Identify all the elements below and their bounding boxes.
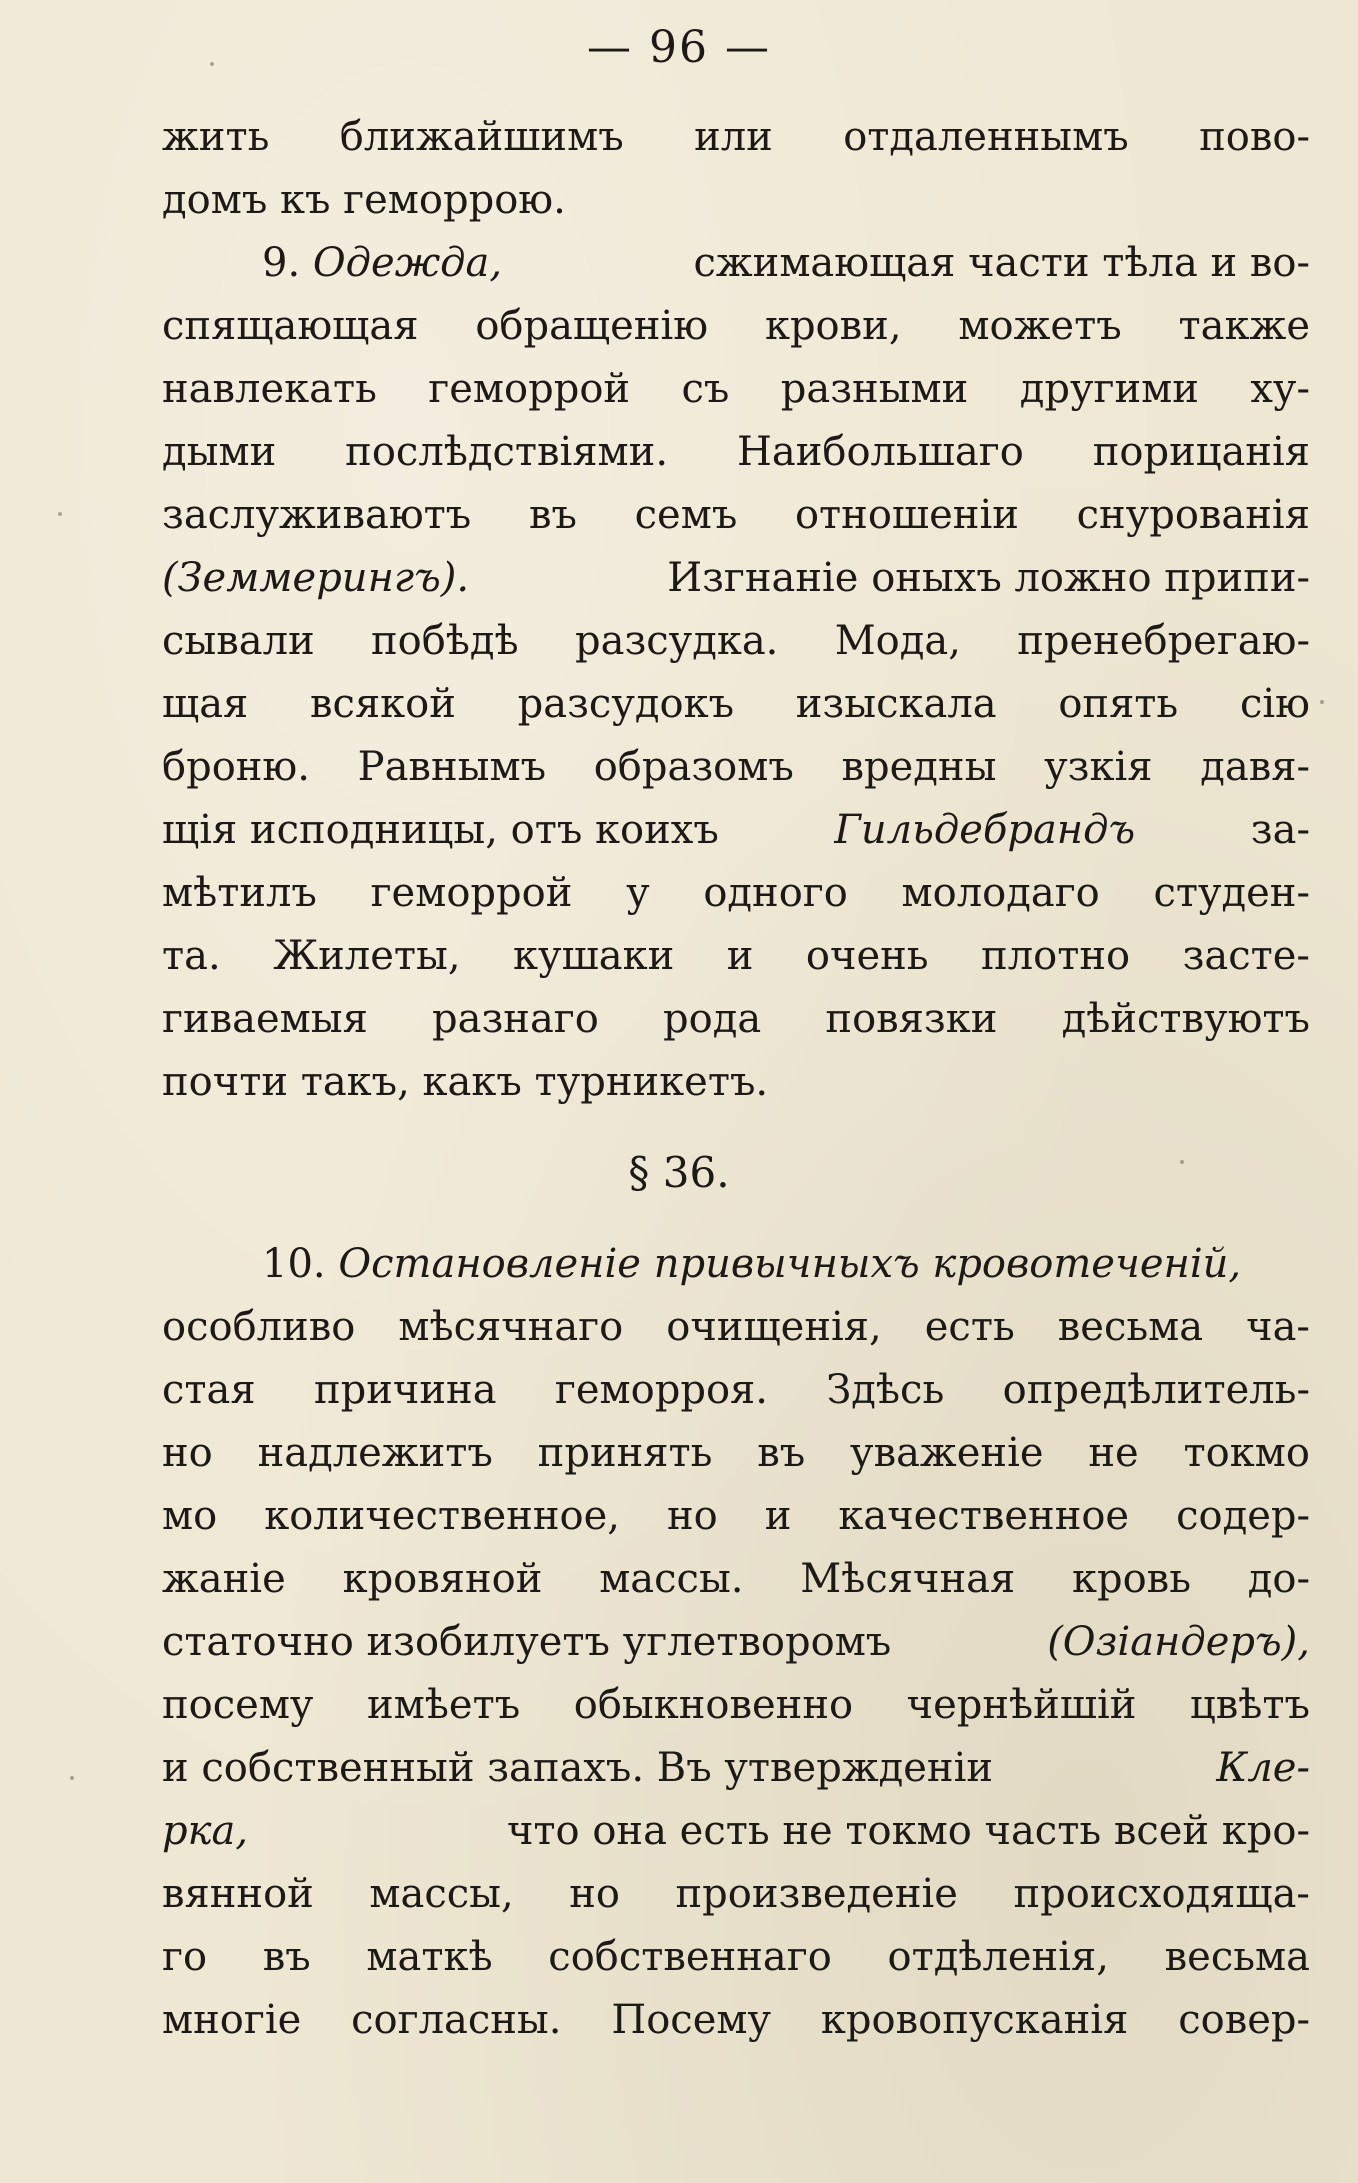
text-line bbox=[162, 1548, 1310, 1611]
word: разными bbox=[780, 366, 969, 412]
text-line-content bbox=[162, 925, 1310, 988]
text-line-content bbox=[162, 106, 1310, 169]
word: мѣтилъ bbox=[162, 870, 317, 916]
word: весьма bbox=[1164, 1934, 1310, 1980]
word: Мода, bbox=[834, 618, 961, 664]
text-line bbox=[162, 484, 1310, 547]
word: сывали bbox=[162, 618, 315, 664]
word: можетъ bbox=[958, 303, 1122, 349]
text-line bbox=[162, 1233, 1310, 1296]
word: пово- bbox=[1199, 114, 1310, 160]
word: въ bbox=[757, 1430, 806, 1476]
text-line bbox=[162, 673, 1310, 736]
text-line bbox=[162, 295, 1310, 358]
word: рода bbox=[663, 996, 762, 1042]
italic-term: Остановленіе привычныхъ кровотеченій, bbox=[338, 1241, 1242, 1287]
word: студен- bbox=[1153, 870, 1310, 916]
word: сію bbox=[1239, 681, 1310, 727]
paper-speck bbox=[70, 1776, 74, 1780]
text-line bbox=[162, 862, 1310, 925]
word: отдаленнымъ bbox=[843, 114, 1129, 160]
word: и bbox=[726, 933, 754, 979]
word: обыкновенно bbox=[573, 1682, 854, 1728]
text-line bbox=[162, 1296, 1310, 1359]
word: вянной bbox=[162, 1871, 314, 1917]
section-heading: § 36. bbox=[628, 1148, 730, 1197]
italic-citation: рка, bbox=[162, 1808, 249, 1854]
text-line bbox=[162, 232, 1310, 295]
word: принять bbox=[537, 1430, 713, 1476]
word: отдѣленія, bbox=[887, 1934, 1109, 1980]
paragraph-continuation bbox=[162, 106, 1310, 232]
word: Равнымъ bbox=[357, 744, 547, 790]
text-line-content: статочно изобилуетъ углетворомъ bbox=[162, 1619, 892, 1665]
text-line bbox=[162, 1737, 1310, 1800]
word: Жилеты, bbox=[273, 933, 461, 979]
text-line bbox=[162, 1611, 1310, 1674]
paragraph-bleeding bbox=[162, 1233, 1310, 2052]
word: посему bbox=[162, 1682, 314, 1728]
text-line-content bbox=[162, 673, 1310, 736]
word: повязки bbox=[825, 996, 998, 1042]
text-line-content bbox=[162, 484, 1310, 547]
word: но bbox=[666, 1493, 718, 1539]
word: многіе bbox=[162, 1997, 302, 2043]
word: совер- bbox=[1178, 1997, 1310, 2043]
word: уваженіе bbox=[850, 1430, 1044, 1476]
paper-speck bbox=[210, 62, 214, 66]
word: въ bbox=[262, 1934, 311, 1980]
text-line-content bbox=[162, 610, 1310, 673]
text-line-content bbox=[162, 1674, 1310, 1737]
text-line bbox=[162, 799, 1310, 862]
word: Посему bbox=[611, 1997, 772, 2043]
paragraph-clothing bbox=[162, 232, 1310, 1114]
word: го bbox=[162, 1934, 208, 1980]
word: есть bbox=[924, 1304, 1015, 1350]
word: разнаго bbox=[432, 996, 599, 1042]
word: токмо bbox=[1183, 1430, 1310, 1476]
text-line-content bbox=[162, 862, 1310, 925]
word: разсудка. bbox=[574, 618, 779, 664]
word: кровопусканія bbox=[820, 1997, 1129, 2043]
item-number: 9. bbox=[262, 240, 301, 286]
word: плотно bbox=[981, 933, 1131, 979]
word: жить bbox=[162, 114, 270, 160]
word: ху- bbox=[1250, 366, 1310, 412]
word: надлежитъ bbox=[257, 1430, 493, 1476]
word: произведеніе bbox=[675, 1871, 958, 1917]
italic-citation: Гильдебрандъ bbox=[834, 807, 1136, 853]
word: геморрой bbox=[428, 366, 631, 412]
word: молодаго bbox=[901, 870, 1100, 916]
word: и bbox=[764, 1493, 792, 1539]
word: побѣдѣ bbox=[370, 618, 519, 664]
text-line bbox=[162, 1800, 1310, 1863]
word: у bbox=[626, 870, 650, 916]
page-number: — 96 — bbox=[587, 22, 771, 73]
word: крови, bbox=[764, 303, 902, 349]
text-line-content bbox=[162, 1359, 1310, 1422]
word: геморроя. bbox=[554, 1367, 768, 1413]
paper-speck bbox=[1180, 1160, 1184, 1164]
text-line-content: щія исподницы, отъ коихъ bbox=[162, 807, 719, 853]
word: отношеніи bbox=[794, 492, 1019, 538]
word: мѣсячнаго bbox=[398, 1304, 624, 1350]
text-line-content: почти такъ, какъ турникетъ. bbox=[162, 1059, 769, 1105]
text-line-content bbox=[162, 736, 1310, 799]
word: гиваемыя bbox=[162, 996, 368, 1042]
text-line bbox=[162, 169, 1310, 232]
word: жаніе bbox=[162, 1556, 286, 1602]
word: маткѣ bbox=[366, 1934, 493, 1980]
word: содер- bbox=[1176, 1493, 1310, 1539]
word: качественное bbox=[838, 1493, 1130, 1539]
text-line bbox=[162, 1989, 1310, 2052]
word: происходяща- bbox=[1013, 1871, 1310, 1917]
text-line-content: домъ къ геморрою. bbox=[162, 177, 566, 223]
word: чернѣйшій bbox=[906, 1682, 1137, 1728]
word: очень bbox=[805, 933, 929, 979]
word: снурованія bbox=[1076, 492, 1310, 538]
text-line-content bbox=[162, 295, 1310, 358]
word: пренебрегаю- bbox=[1017, 618, 1310, 664]
text-line-content bbox=[162, 1926, 1310, 1989]
word: также bbox=[1178, 303, 1310, 349]
word: заслуживаютъ bbox=[162, 492, 472, 538]
text-line-content: Изгнаніе оныхъ ложно припи- bbox=[667, 555, 1310, 601]
word: разсудокъ bbox=[517, 681, 735, 727]
word: цвѣтъ bbox=[1190, 1682, 1310, 1728]
text-line bbox=[162, 610, 1310, 673]
word: порицанія bbox=[1092, 429, 1310, 475]
text-line-content bbox=[162, 1422, 1310, 1485]
text-line-content bbox=[162, 421, 1310, 484]
word: кровяной bbox=[342, 1556, 543, 1602]
word: но bbox=[569, 1871, 620, 1917]
word: та. bbox=[162, 933, 221, 979]
text-line bbox=[162, 547, 1310, 610]
text-line-content bbox=[162, 1296, 1310, 1359]
text-line-content bbox=[162, 1548, 1310, 1611]
word: изыскала bbox=[795, 681, 997, 727]
text-line-content: что она есть не токмо часть всей кро- bbox=[506, 1808, 1310, 1854]
word: всякой bbox=[310, 681, 456, 727]
word: массы, bbox=[369, 1871, 514, 1917]
text-line bbox=[162, 988, 1310, 1051]
text-line-content bbox=[162, 1863, 1310, 1926]
text-line bbox=[162, 1674, 1310, 1737]
text-line bbox=[162, 925, 1310, 988]
text-line-content: и собственный запахъ. Въ утвержденіи bbox=[162, 1745, 994, 1791]
word: броню. bbox=[162, 744, 310, 790]
word: узкія bbox=[1044, 744, 1153, 790]
word: обращенію bbox=[475, 303, 709, 349]
text-line-content: за- bbox=[1250, 807, 1310, 853]
word: кровь bbox=[1071, 1556, 1191, 1602]
word: ближайшимъ bbox=[339, 114, 624, 160]
word: давя- bbox=[1200, 744, 1310, 790]
word: щая bbox=[162, 681, 249, 727]
text-line bbox=[162, 1422, 1310, 1485]
italic-citation: (Земмерингъ). bbox=[162, 555, 470, 601]
word: семъ bbox=[634, 492, 738, 538]
word: Здѣсь bbox=[826, 1367, 945, 1413]
word: засте- bbox=[1182, 933, 1310, 979]
text-line-content: сжимающая части тѣла и во- bbox=[693, 240, 1310, 286]
word: очищенія, bbox=[666, 1304, 882, 1350]
word: дѣйствуютъ bbox=[1061, 996, 1310, 1042]
word: опредѣлитель- bbox=[1002, 1367, 1310, 1413]
paper-speck bbox=[1320, 700, 1324, 704]
word: массы. bbox=[599, 1556, 744, 1602]
word: спящающая bbox=[162, 303, 419, 349]
italic-citation: (Озіандеръ), bbox=[1047, 1619, 1310, 1665]
word: навлекать bbox=[162, 366, 377, 412]
word: въ bbox=[528, 492, 577, 538]
word: особливо bbox=[162, 1304, 356, 1350]
word: но bbox=[162, 1430, 213, 1476]
word: ча- bbox=[1246, 1304, 1310, 1350]
text-line bbox=[162, 1926, 1310, 1989]
word: вредны bbox=[841, 744, 997, 790]
text-line-content bbox=[162, 358, 1310, 421]
word: мо bbox=[162, 1493, 218, 1539]
word: одного bbox=[703, 870, 848, 916]
word: до- bbox=[1247, 1556, 1310, 1602]
text-line-content bbox=[162, 1989, 1310, 2052]
word: послѣдствіями. bbox=[345, 429, 669, 475]
word: имѣетъ bbox=[367, 1682, 521, 1728]
word: собственнаго bbox=[548, 1934, 832, 1980]
text-line-content bbox=[162, 1485, 1310, 1548]
word: не bbox=[1088, 1430, 1139, 1476]
text-line bbox=[162, 1051, 1310, 1114]
text-line bbox=[162, 421, 1310, 484]
item-number: 10. bbox=[262, 1241, 326, 1287]
word: кушаки bbox=[513, 933, 675, 979]
italic-citation: Кле- bbox=[1216, 1745, 1310, 1791]
text-line bbox=[162, 1863, 1310, 1926]
word: количественное, bbox=[264, 1493, 620, 1539]
text-line bbox=[162, 1359, 1310, 1422]
word: дыми bbox=[162, 429, 277, 475]
word: Наибольшаго bbox=[736, 429, 1024, 475]
italic-term: Одежда, bbox=[312, 240, 503, 286]
word: образомъ bbox=[593, 744, 794, 790]
word: геморрой bbox=[370, 870, 573, 916]
word: опять bbox=[1058, 681, 1179, 727]
paper-speck bbox=[58, 512, 62, 516]
text-line bbox=[162, 736, 1310, 799]
word: причина bbox=[314, 1367, 497, 1413]
text-line bbox=[162, 1485, 1310, 1548]
word: стая bbox=[162, 1367, 256, 1413]
word: другими bbox=[1019, 366, 1199, 412]
text-line bbox=[162, 358, 1310, 421]
word: или bbox=[694, 114, 773, 160]
word: съ bbox=[681, 366, 730, 412]
text-line bbox=[162, 106, 1310, 169]
text-line-content bbox=[162, 988, 1310, 1051]
word: Мѣсячная bbox=[800, 1556, 1016, 1602]
word: согласны. bbox=[351, 1997, 562, 2043]
word: весьма bbox=[1057, 1304, 1204, 1350]
